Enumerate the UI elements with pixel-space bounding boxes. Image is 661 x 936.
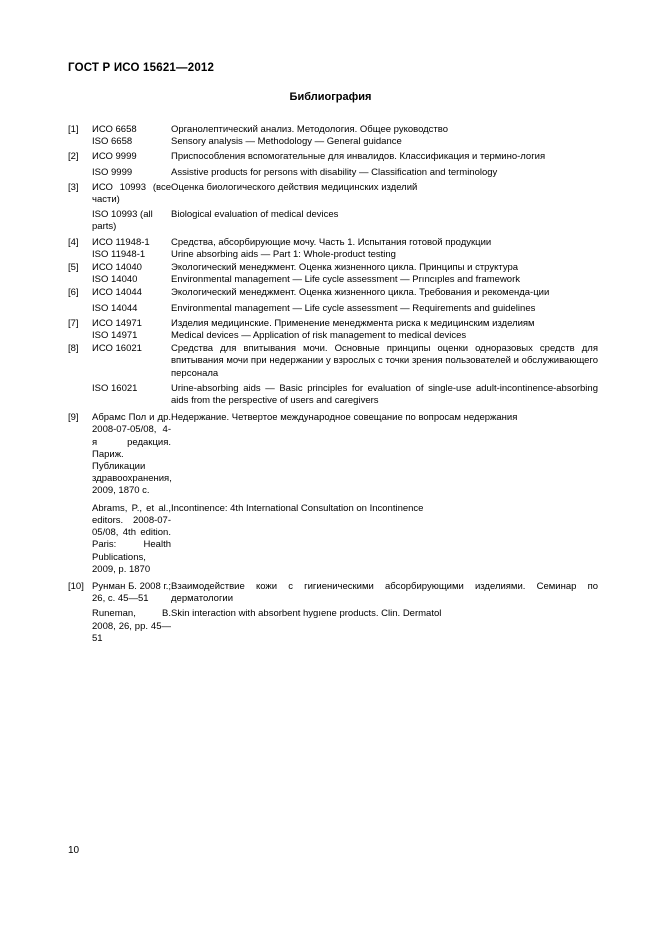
entry-reference: ISO 10993 (all parts) — [92, 209, 153, 233]
entry-reference: ISO 11948-1 — [92, 248, 146, 260]
entry-number: [2] — [68, 151, 79, 163]
list-item — [68, 237, 598, 249]
list-item — [68, 274, 598, 286]
entry-reference: ISO 6658 — [92, 136, 133, 148]
list-item — [68, 136, 598, 148]
bibliography-list — [68, 124, 598, 645]
list-item — [68, 182, 598, 206]
entry-description: Urine-absorbing aids — Basic principles for evaluation of single-use adult-incontinence-absorbing aids from the perspective of users and caregivers — [171, 382, 598, 407]
list-item — [68, 151, 598, 163]
entry-number: [8] — [68, 343, 79, 355]
list-item — [68, 124, 598, 136]
entry-description: Assistive products for persons with disability — Classification and terminology — [171, 166, 498, 178]
entry-reference: ИСО 14971 — [92, 317, 142, 329]
entry-number: [5] — [68, 262, 79, 274]
entry-description: Sensory analysis — Methodology — General guidance — [171, 136, 402, 148]
entry-reference: ИСО 11948-1 — [92, 236, 150, 248]
standard-designation: ГОСТ Р ИСО 15621—2012 — [68, 62, 215, 74]
entry-reference: ISO 14971 — [92, 330, 138, 342]
entry-number: [9] — [68, 412, 79, 424]
entry-reference: ИСО 6658 — [92, 124, 137, 135]
list-item — [68, 318, 598, 330]
list-item — [68, 343, 598, 380]
page-title: Библиография — [289, 91, 372, 103]
entry-description: Изделия медицинские. Применение менеджмента риска к медицинским изделиям — [171, 317, 535, 329]
list-item — [68, 503, 598, 576]
entry-description: Incontinence: 4th International Consultation on Incontinence — [171, 502, 424, 514]
list-item — [68, 249, 598, 261]
entry-reference: Рунман Б. 2008 г.; 26, с. 45—51 — [92, 580, 171, 605]
page-number: 10 — [68, 845, 80, 856]
list-item — [68, 412, 598, 497]
entry-number: [10] — [68, 580, 84, 592]
entry-number: [7] — [68, 317, 79, 329]
entry-reference: ISO 14040 — [92, 274, 138, 286]
entry-reference: Абрамс Пол и др. 2008-07-05/08, 4-я редакция. Париж. Публикации здравоохранения, 2009, 1870 с. — [92, 412, 172, 497]
entry-description: Экологический менеджмент. Оценка жизненного цикла. Принципы и структура — [171, 262, 519, 274]
list-item — [68, 167, 598, 179]
entry-description: Средства, абсорбирующие мочу. Часть 1. Испытания готовой продукции — [171, 236, 492, 248]
entry-description: Приспособления вспомогательные для инвалидов. Классификация и термино-логия — [171, 151, 546, 163]
list-item — [68, 209, 598, 233]
entry-description: Skin interaction with absorbent hygıene products. Clin. Dermatol — [171, 608, 442, 620]
entry-description: Biological evaluation of medical devices — [171, 209, 339, 221]
entry-description: Оценка биологического действия медицинских изделий — [171, 181, 418, 193]
entry-description: Органолептический анализ. Методология. Общее руководство — [171, 124, 449, 135]
entry-reference: ISO 9999 — [92, 166, 133, 178]
list-item — [68, 383, 598, 407]
entry-description: Взаимодействие кожи с гигиеническими абсорбирующими изделиями. Семинар по дерматологии — [171, 580, 598, 605]
entry-description: Недержание. Четвертое международное совещание по вопросам недержания — [171, 412, 518, 424]
entry-description: Environmental management — Life cycle assessment — Requirements and guidelines — [171, 302, 536, 314]
entry-reference: ИСО 9999 — [92, 151, 137, 163]
entry-description: Environmental management — Life cycle assessment — Prıncıples and framework — [171, 274, 521, 286]
entry-number: [3] — [68, 181, 79, 193]
entry-reference: Abrams, P., et al., editors. 2008-07-05/08, 4th edition. Paris: Health Publications, 2009, p. 1870 — [92, 502, 171, 575]
entry-reference: ИСО 16021 — [92, 343, 142, 355]
entry-description: Medical devices — Application of risk management to medical devices — [171, 330, 467, 342]
entry-number: [1] — [68, 124, 79, 135]
entry-reference: ISO 16021 — [92, 382, 138, 394]
entry-reference: Runeman, B. 2008, 26, pp. 45—51 — [92, 608, 171, 644]
entry-description: Средства для впитывания мочи. Основные принципы оценки одноразовых средств для впитывания мочи при недержании у взрослых с точки зрения пользователей и обслуживающего персонала — [171, 343, 598, 379]
entry-description: Экологический менеджмент. Оценка жизненного цикла. Требования и рекоменда-ции — [171, 287, 550, 299]
entry-number: [4] — [68, 236, 79, 248]
entry-number: [6] — [68, 287, 79, 299]
entry-reference: ISO 14044 — [92, 302, 138, 314]
list-item — [68, 608, 598, 645]
list-item — [68, 287, 598, 299]
entry-reference: ИСО 10993 (все части) — [92, 181, 171, 206]
entry-reference: ИСО 14044 — [92, 287, 142, 299]
list-item — [68, 262, 598, 274]
entry-description: Urine absorbing aids — Part 1: Whole-product testing — [171, 248, 396, 260]
entry-reference: ИСО 14040 — [92, 262, 142, 274]
list-item — [68, 581, 598, 605]
list-item — [68, 330, 598, 342]
list-item — [68, 303, 598, 315]
